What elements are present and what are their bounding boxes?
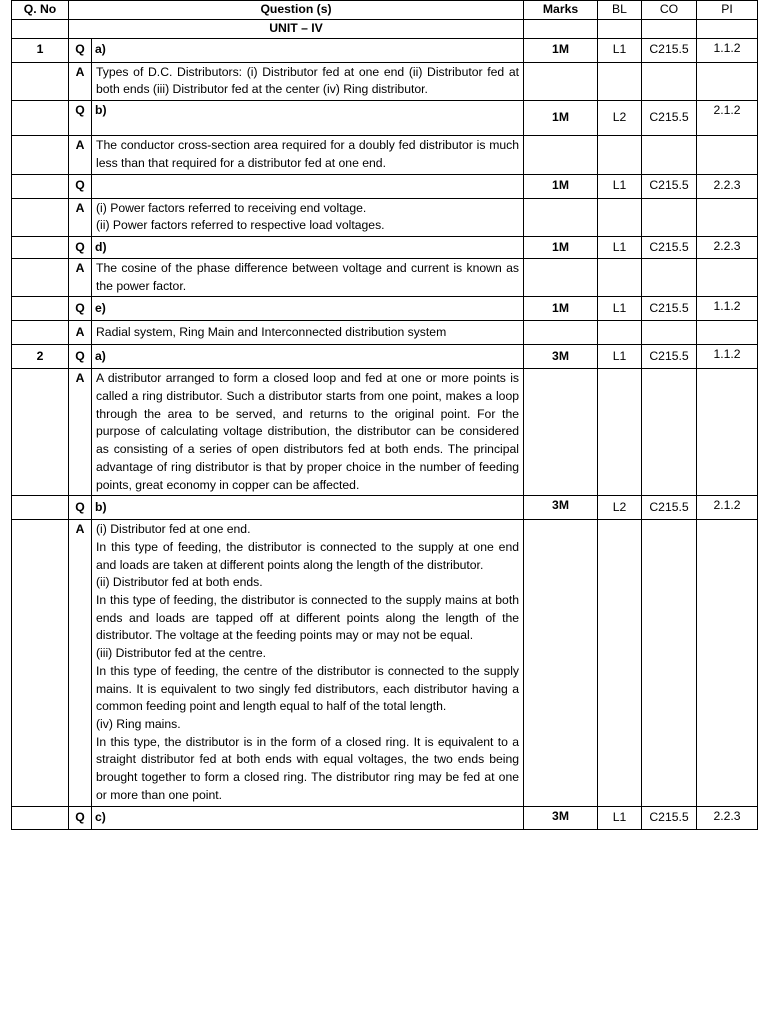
question-label: a) <box>92 345 524 369</box>
answer-text: A distributor arranged to form a closed loop and fed at one or more points is called a ring distributor. Such a distributor starts from one point, makes a loop through the area to be served, and returns to the original point. For the purpose of calculating voltage distribution, the distributor can be considered as consisting of a series of open distributors fed at both ends. The principal advantage of ring distributor is that by proper choice in the number of feeding points, great economy in copper can be affected. <box>92 369 524 496</box>
q-marker: Q <box>69 806 92 829</box>
answer-line: (i) Power factors referred to receiving end voltage. <box>96 200 367 215</box>
answer-text: The cosine of the phase difference between voltage and current is known as the power factor. <box>92 258 524 296</box>
marks-value: 1M <box>524 101 598 136</box>
answer-row <box>12 136 758 174</box>
question-row <box>12 174 758 198</box>
question-row <box>12 101 758 136</box>
marks-value: 3M <box>524 806 598 829</box>
pi-value: 2.1.2 <box>697 496 758 520</box>
question-row <box>12 236 758 258</box>
question-bank-table <box>11 0 758 830</box>
q-marker: Q <box>69 496 92 520</box>
co-value: C215.5 <box>642 101 697 136</box>
q-marker: Q <box>69 297 92 321</box>
bl-value: L2 <box>598 101 642 136</box>
question-label: b) <box>92 496 524 520</box>
a-marker: A <box>69 198 92 236</box>
answer-row <box>12 321 758 345</box>
question-number: 1 <box>12 38 69 62</box>
q-marker: Q <box>69 174 92 198</box>
answer-row <box>12 198 758 236</box>
question-row <box>12 297 758 321</box>
answer-row <box>12 369 758 496</box>
header-co: CO <box>642 1 697 20</box>
answer-paragraph: In this type of feeding, the distributor is connected to the supply at one end and loads are taken at different points along the length of the distributor. <box>96 539 520 572</box>
question-row <box>12 806 758 829</box>
a-marker: A <box>69 62 92 100</box>
question-row <box>12 496 758 520</box>
question-row <box>12 38 758 62</box>
co-value: C215.5 <box>642 236 697 258</box>
answer-text: The conductor cross-section area required for a doubly fed distributor is much less than that required for a distributor fed at one end. <box>92 136 524 174</box>
answer-row <box>12 258 758 296</box>
pi-value: 1.1.2 <box>697 38 758 62</box>
header-row <box>12 1 758 20</box>
co-value: C215.5 <box>642 174 697 198</box>
bl-value: L1 <box>598 345 642 369</box>
q-marker: Q <box>69 236 92 258</box>
answer-text <box>92 198 524 236</box>
answer-paragraph: In this type, the distributor is in the form of a closed ring. It is equivalent to a straight distributor fed at both ends with equal voltages, the two ends being brought together to form a closed ring. The distributor ring may be fed at one or more than one point. <box>96 734 520 802</box>
question-label <box>92 174 524 198</box>
question-label: e) <box>92 297 524 321</box>
pi-value: 2.2.3 <box>697 174 758 198</box>
q-marker: Q <box>69 101 92 136</box>
answer-line: (ii) Power factors referred to respective load voltages. <box>96 218 385 233</box>
pi-value: 2.2.3 <box>697 236 758 258</box>
answer-paragraph: In this type of feeding, the centre of the distributor is connected to the supply mains. It is equivalent to two singly fed distributors, each distributor having a common feeding point and length equal to half of the total length. <box>96 663 520 714</box>
answer-paragraph: (i) Distributor fed at one end. <box>96 522 251 537</box>
a-marker: A <box>69 258 92 296</box>
marks-value: 1M <box>524 174 598 198</box>
marks-value: 1M <box>524 297 598 321</box>
bl-value: L1 <box>598 297 642 321</box>
a-marker: A <box>69 136 92 174</box>
q-marker: Q <box>69 38 92 62</box>
answer-paragraph: In this type of feeding, the distributor is connected to the supply mains at both ends and loads are tapped off at different points along the length of the distributor. The voltage at the feeding points may or may not be equal. <box>96 593 520 643</box>
marks-value: 3M <box>524 345 598 369</box>
header-pi: PI <box>697 1 758 20</box>
header-bl: BL <box>598 1 642 20</box>
question-label: d) <box>92 236 524 258</box>
marks-value: 1M <box>524 236 598 258</box>
answer-text <box>92 520 524 806</box>
pi-value: 1.1.2 <box>697 297 758 321</box>
bl-value: L1 <box>598 174 642 198</box>
header-qno: Q. No <box>12 1 69 20</box>
bl-value: L1 <box>598 236 642 258</box>
answer-paragraph: (iii) Distributor fed at the centre. <box>96 646 267 661</box>
question-row <box>12 345 758 369</box>
pi-value: 1.1.2 <box>697 345 758 369</box>
marks-value: 3M <box>524 496 598 520</box>
pi-value: 2.1.2 <box>697 101 758 136</box>
question-label: a) <box>92 38 524 62</box>
answer-paragraph: (ii) Distributor fed at both ends. <box>96 575 263 590</box>
a-marker: A <box>69 520 92 806</box>
marks-value: 1M <box>524 38 598 62</box>
a-marker: A <box>69 321 92 345</box>
bl-value: L1 <box>598 38 642 62</box>
co-value: C215.5 <box>642 297 697 321</box>
co-value: C215.5 <box>642 345 697 369</box>
co-value: C215.5 <box>642 38 697 62</box>
pi-value: 2.2.3 <box>697 806 758 829</box>
co-value: C215.5 <box>642 806 697 829</box>
question-number: 2 <box>12 345 69 369</box>
question-label: c) <box>92 806 524 829</box>
answer-row <box>12 520 758 806</box>
answer-text: Types of D.C. Distributors: (i) Distributor fed at one end (ii) Distributor fed at both ends (iii) Distributor fed at the center (iv) Ring distributor. <box>92 62 524 100</box>
q-marker: Q <box>69 345 92 369</box>
answer-text: Radial system, Ring Main and Interconnected distribution system <box>92 321 524 345</box>
unit-row <box>12 20 758 39</box>
co-value: C215.5 <box>642 496 697 520</box>
bl-value: L2 <box>598 496 642 520</box>
unit-title: UNIT – IV <box>69 20 524 39</box>
header-marks: Marks <box>524 1 598 20</box>
answer-row <box>12 62 758 100</box>
bl-value: L1 <box>598 806 642 829</box>
a-marker: A <box>69 369 92 496</box>
header-question: Question (s) <box>69 1 524 20</box>
answer-paragraph: (iv) Ring mains. <box>96 716 181 731</box>
question-label: b) <box>92 101 524 136</box>
